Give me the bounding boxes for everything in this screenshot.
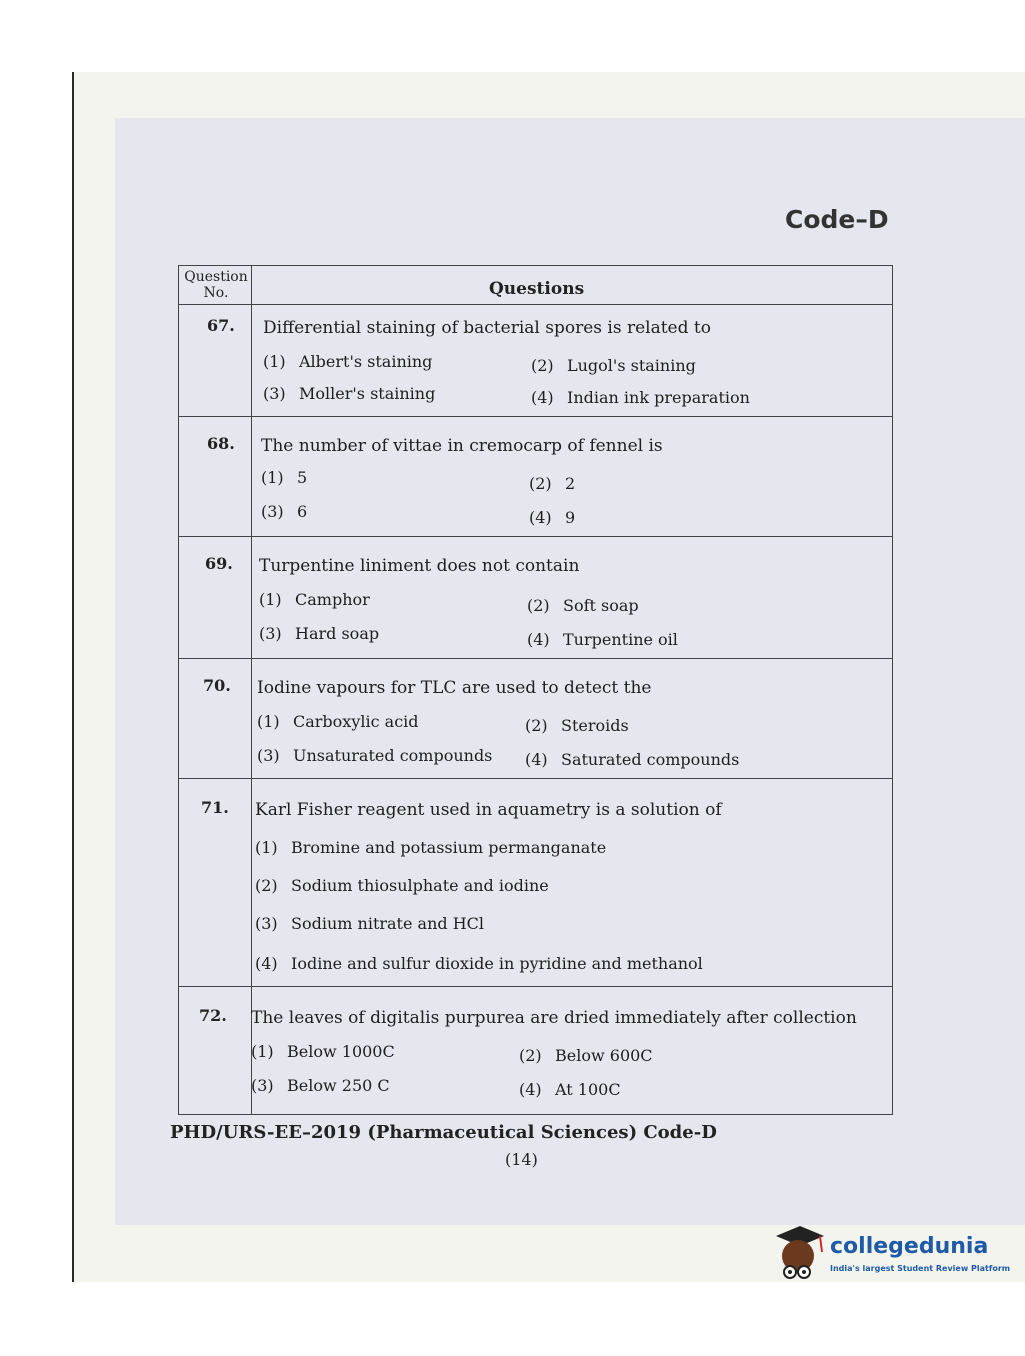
option-text: Soft soap bbox=[563, 596, 639, 615]
option-text: Moller's staining bbox=[299, 384, 436, 403]
question-table bbox=[178, 265, 893, 1115]
option-text: Sodium nitrate and HCl bbox=[291, 914, 485, 933]
option-2 bbox=[529, 474, 575, 493]
option-4 bbox=[255, 954, 703, 973]
option-number: (2) bbox=[531, 356, 554, 375]
option-number: (2) bbox=[519, 1046, 542, 1065]
option-text: Hard soap bbox=[295, 624, 380, 643]
question-number: 72. bbox=[199, 1006, 227, 1025]
option-number: (1) bbox=[261, 468, 284, 487]
option-text: Turpentine oil bbox=[563, 630, 678, 649]
option-text: Saturated compounds bbox=[561, 750, 740, 769]
option-2 bbox=[527, 596, 639, 615]
option-text: At 100C bbox=[555, 1080, 621, 1099]
option-number: (1) bbox=[263, 352, 286, 371]
option-number: (3) bbox=[261, 502, 284, 521]
option-4 bbox=[525, 750, 739, 769]
question-text: The number of vittae in cremocarp of fennel is bbox=[261, 436, 663, 456]
option-number: (2) bbox=[529, 474, 552, 493]
question-text: The leaves of digitalis purpurea are dried immediately after collection bbox=[251, 1008, 857, 1028]
option-text: Below 600C bbox=[555, 1046, 653, 1065]
row-divider bbox=[179, 416, 892, 417]
row-divider bbox=[179, 304, 892, 305]
option-number: (4) bbox=[529, 508, 552, 527]
option-3 bbox=[261, 502, 307, 521]
option-text: 5 bbox=[297, 468, 308, 487]
option-number: (3) bbox=[263, 384, 286, 403]
question-text: Differential staining of bacterial spores is related to bbox=[263, 318, 711, 338]
option-text: Unsaturated compounds bbox=[293, 746, 493, 765]
option-number: (3) bbox=[257, 746, 280, 765]
page-number: (14) bbox=[505, 1150, 538, 1169]
option-4 bbox=[527, 630, 678, 649]
row-divider bbox=[179, 778, 892, 779]
option-4 bbox=[529, 508, 575, 527]
option-text: Sodium thiosulphate and iodine bbox=[291, 876, 549, 895]
option-text: Steroids bbox=[561, 716, 629, 735]
option-1 bbox=[263, 352, 432, 371]
option-number: (3) bbox=[255, 914, 278, 933]
question-text: Iodine vapours for TLC are used to detect the bbox=[257, 678, 652, 698]
option-number: (3) bbox=[259, 624, 282, 643]
option-number: (1) bbox=[257, 712, 280, 731]
mascot-icon bbox=[770, 1222, 826, 1292]
option-3 bbox=[255, 914, 484, 933]
option-2 bbox=[525, 716, 629, 735]
option-3 bbox=[257, 746, 492, 765]
row-divider bbox=[179, 658, 892, 659]
option-text: Bromine and potassium permanganate bbox=[291, 838, 607, 857]
option-text: Below 250 C bbox=[287, 1076, 390, 1095]
option-number: (4) bbox=[525, 750, 548, 769]
option-number: (4) bbox=[519, 1080, 542, 1099]
option-text: Indian ink preparation bbox=[567, 388, 750, 407]
option-text: 6 bbox=[297, 502, 308, 521]
option-text: Iodine and sulfur dioxide in pyridine and methanol bbox=[291, 954, 703, 973]
option-1 bbox=[259, 590, 370, 609]
option-1 bbox=[251, 1042, 395, 1061]
option-text: Albert's staining bbox=[299, 352, 433, 371]
option-number: (2) bbox=[527, 596, 550, 615]
option-text: 9 bbox=[565, 508, 576, 527]
question-number: 70. bbox=[203, 676, 231, 695]
option-text: Lugol's staining bbox=[567, 356, 696, 375]
question-text: Karl Fisher reagent used in aquametry is a solution of bbox=[255, 800, 722, 820]
option-2 bbox=[531, 356, 696, 375]
option-number: (4) bbox=[255, 954, 278, 973]
option-number: (2) bbox=[255, 876, 278, 895]
row-divider bbox=[179, 536, 892, 537]
question-text: Turpentine liniment does not contain bbox=[259, 556, 580, 576]
option-3 bbox=[263, 384, 435, 403]
option-number: (2) bbox=[525, 716, 548, 735]
option-number: (4) bbox=[527, 630, 550, 649]
question-number: 71. bbox=[201, 798, 229, 817]
logo-tagline: India's largest Student Review Platform bbox=[830, 1264, 1011, 1273]
option-number: (1) bbox=[251, 1042, 274, 1061]
option-4 bbox=[531, 388, 750, 407]
option-number: (1) bbox=[259, 590, 282, 609]
option-1 bbox=[261, 468, 307, 487]
option-4 bbox=[519, 1080, 621, 1099]
option-2 bbox=[519, 1046, 653, 1065]
option-text: Carboxylic acid bbox=[293, 712, 419, 731]
row-divider bbox=[179, 986, 892, 987]
paper-code: Code–D bbox=[785, 205, 889, 234]
option-text: Below 1000C bbox=[287, 1042, 395, 1061]
option-2 bbox=[255, 876, 549, 895]
option-text: 2 bbox=[565, 474, 576, 493]
option-number: (4) bbox=[531, 388, 554, 407]
option-number: (3) bbox=[251, 1076, 274, 1095]
option-text: Camphor bbox=[295, 590, 370, 609]
question-number: 67. bbox=[207, 316, 235, 335]
option-3 bbox=[251, 1076, 390, 1095]
paper-footer: PHD/URS-EE–2019 (Pharmaceutical Sciences) Code-D bbox=[170, 1122, 717, 1143]
question-number: 68. bbox=[207, 434, 235, 453]
option-3 bbox=[259, 624, 379, 643]
logo-name: collegedunia bbox=[830, 1234, 989, 1259]
collegedunia-logo bbox=[770, 1222, 1011, 1312]
question-number: 69. bbox=[205, 554, 233, 573]
option-number: (1) bbox=[255, 838, 278, 857]
option-1 bbox=[257, 712, 419, 731]
option-1 bbox=[255, 838, 606, 857]
header-questions: Questions bbox=[489, 279, 585, 299]
header-question-no: Question No. bbox=[184, 269, 248, 301]
